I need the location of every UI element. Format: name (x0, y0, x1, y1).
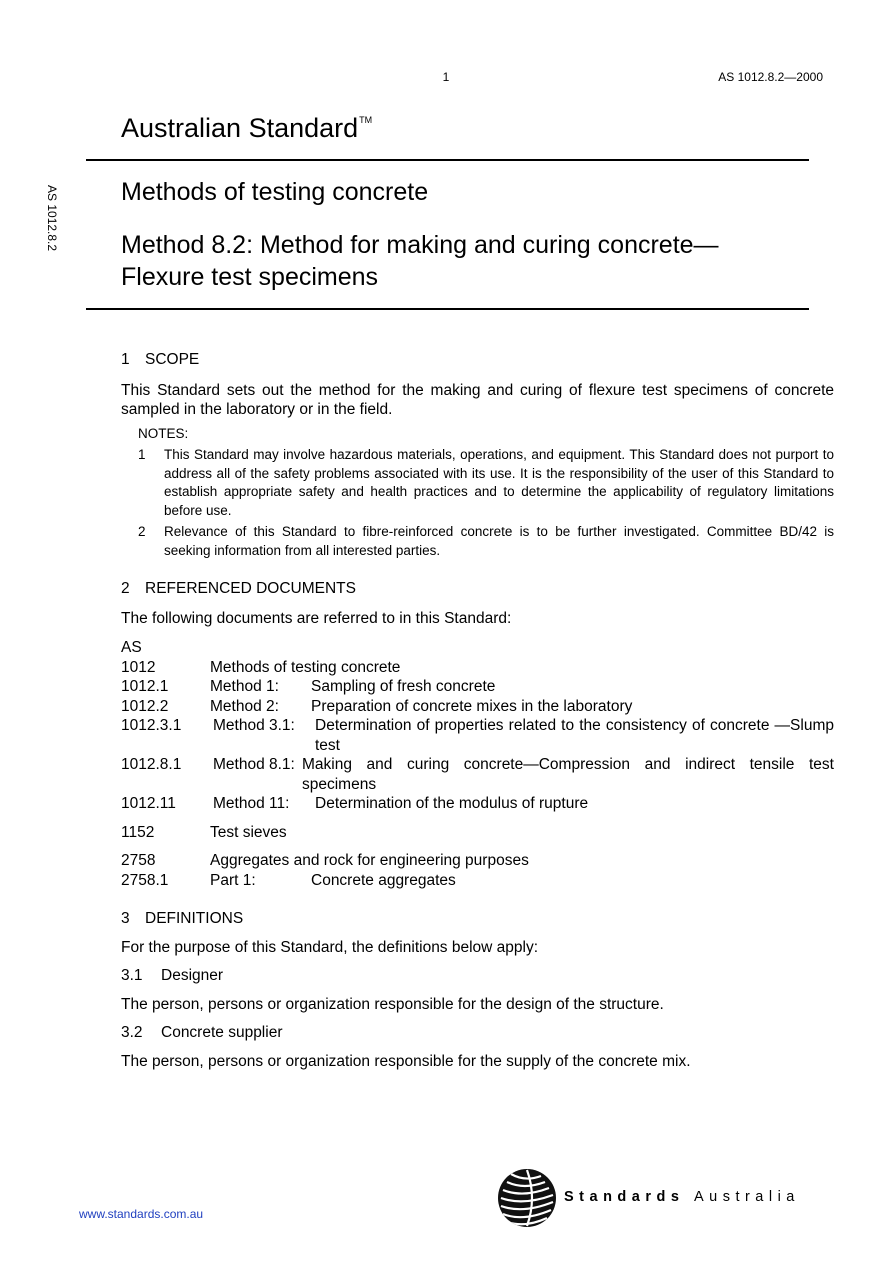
document-title: Methods of testing concrete (121, 178, 429, 206)
reference-title: Making and curing concrete—Compression and indirect tensile test specimens (302, 756, 834, 793)
reference-method: Method 3.1: (213, 717, 295, 734)
reference-row (121, 823, 834, 843)
note-number: 2 (138, 524, 146, 539)
note-text: Relevance of this Standard to fibre-reinforced concrete is to be further investigated. Committee BD/42 is seeking information from all interested parties. (164, 524, 834, 558)
reference-row (121, 871, 834, 891)
reference-code: 1012.2 (121, 697, 169, 715)
section-number: 3 (121, 910, 130, 927)
reference-code: 1012.8.1 (121, 756, 182, 773)
reference-method: Method 8.1: (213, 756, 295, 773)
reference-method: Method 11: (213, 795, 290, 812)
definitions-intro: For the purpose of this Standard, the definitions below apply: (121, 938, 539, 956)
reference-row (121, 851, 834, 871)
brand-title (121, 113, 372, 144)
website-link[interactable]: www.standards.com.au (79, 1207, 204, 1221)
section-number: 1 (121, 351, 130, 368)
reference-code: 2758.1 (121, 871, 169, 889)
reference-code: 1012.3.1 (121, 717, 182, 734)
reference-code: 1012 (121, 658, 156, 676)
section-number: 2 (121, 580, 130, 597)
trademark-mark: TM (359, 115, 373, 125)
definition-text: The person, persons or organization responsible for the supply of the concrete mix. (121, 1052, 691, 1070)
section-heading-definitions (121, 909, 834, 929)
reference-title: Test sieves (210, 823, 287, 841)
note-text: This Standard may involve hazardous materials, operations, and equipment. This Standard does not purport to address all of the safety problems associated with its use. It is the responsibility of the user of this Standard to establish appropriate safety and health practices and to determine the applicability of regulatory limitations before use. (164, 447, 834, 518)
brand-title-text: Australian Standard (121, 113, 359, 143)
reference-row (121, 677, 834, 697)
reference-title: Determination of properties related to the consistency of concrete —Slump test (315, 717, 834, 754)
reference-row (121, 658, 834, 678)
references-intro: The following documents are referred to in this Standard: (121, 609, 512, 627)
section-heading-referenced-documents (121, 579, 834, 599)
reference-code: 1152 (121, 823, 155, 841)
reference-title: Methods of testing concrete (210, 658, 401, 676)
reference-title: Determination of the modulus of rupture (315, 795, 589, 812)
notes-label: NOTES: (138, 425, 189, 441)
notes-block (138, 425, 834, 561)
top-rule (86, 159, 809, 161)
section-title: DEFINITIONS (145, 910, 244, 927)
reference-method: Part 1: (210, 871, 256, 889)
section-title: REFERENCED DOCUMENTS (145, 580, 356, 597)
definition-term: Concrete supplier (161, 1024, 283, 1041)
reference-title: Preparation of concrete mixes in the laboratory (311, 697, 633, 715)
definition-term: Designer (161, 967, 224, 984)
logo-word-standards: Standards (564, 1189, 685, 1205)
reference-row (121, 697, 834, 717)
reference-row (121, 794, 834, 814)
reference-method: Method 2: (210, 697, 279, 715)
reference-row (121, 716, 834, 755)
definition-number: 3.1 (121, 967, 143, 984)
definition-number: 3.2 (121, 1024, 143, 1041)
reference-code: 1012.11 (121, 795, 176, 812)
document-id: AS 1012.8.2—2000 (718, 70, 823, 84)
reference-code: 1012.1 (121, 678, 169, 695)
reference-row (121, 755, 834, 794)
logo-word-australia: Australia (693, 1189, 800, 1205)
definition-text: The person, persons or organization responsible for the design of the structure. (121, 995, 664, 1013)
reference-method: Method 1: (210, 678, 279, 695)
section-title: SCOPE (145, 351, 200, 368)
reference-title: Sampling of fresh concrete (311, 678, 496, 695)
note-item (138, 446, 834, 520)
definition-heading (121, 1023, 834, 1043)
bottom-rule (86, 308, 809, 310)
note-item (138, 523, 834, 560)
scope-paragraph: This Standard sets out the method for the making and curing of flexure test specimens of concrete sampled in the laboratory or in the field. (121, 381, 834, 418)
reference-title: Concrete aggregates (311, 871, 456, 889)
standards-australia-wordmark (564, 1189, 800, 1205)
reference-group: AS (121, 639, 142, 656)
document-body (121, 350, 834, 1071)
reference-code: 2758 (121, 852, 156, 869)
document-subtitle: Method 8.2: Method for making and curing concrete— Flexure test specimens (121, 231, 719, 291)
side-document-label: AS 1012.8.2 (45, 185, 59, 252)
reference-title: Aggregates and rock for engineering purposes (210, 852, 529, 869)
note-number: 1 (138, 447, 146, 462)
section-heading-scope (121, 350, 834, 370)
page-number: 1 (442, 70, 450, 84)
standards-australia-globe-icon (497, 1168, 557, 1233)
definition-heading (121, 966, 834, 986)
